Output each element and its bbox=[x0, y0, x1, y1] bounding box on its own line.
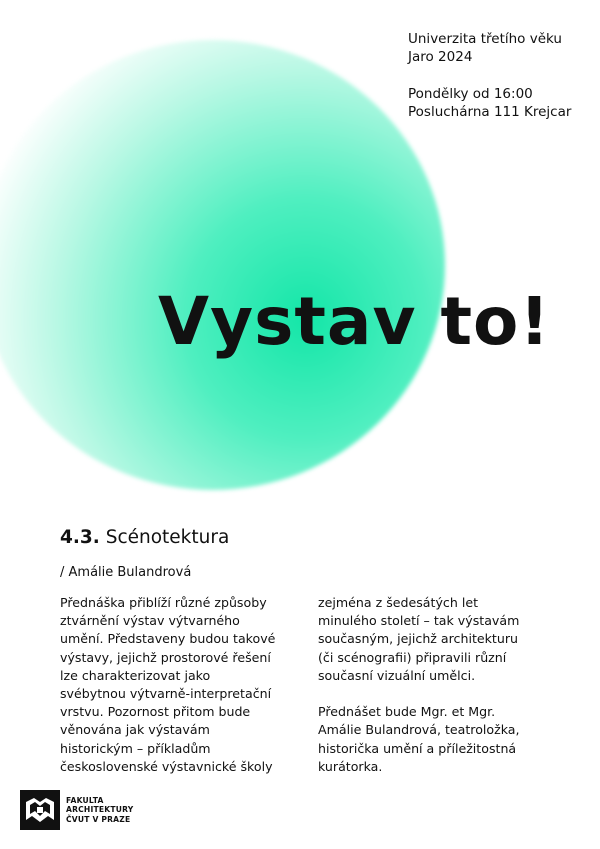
body-column-2 bbox=[318, 594, 520, 776]
body-line: umění. Představeny budou takové bbox=[60, 631, 276, 647]
body-line: kurátorka. bbox=[318, 758, 383, 774]
headline: Vystav to! bbox=[158, 283, 551, 360]
lecture-title bbox=[60, 527, 229, 548]
body-line: zejména z šedesátých let bbox=[318, 595, 479, 610]
body-line: Amálie Bulandrová, teatroložka, bbox=[318, 722, 520, 738]
lecture-name: Scénotektura bbox=[105, 527, 230, 548]
program-info bbox=[408, 30, 562, 66]
body-line: současným, jejichž architekturu bbox=[318, 631, 519, 647]
term: Jaro 2024 bbox=[408, 49, 473, 65]
logo-line: ARCHITEKTURY bbox=[66, 805, 134, 815]
logo-text bbox=[66, 796, 133, 825]
lecture-number: 4.3. bbox=[60, 527, 100, 548]
body-column-1 bbox=[60, 594, 275, 776]
gradient-orb bbox=[0, 40, 445, 490]
faculty-logo bbox=[20, 790, 133, 830]
body-line: vrstvu. Pozornost přitom bude bbox=[60, 704, 251, 720]
body-line: současní vizuální umělci. bbox=[318, 667, 476, 683]
logo-line: ČVUT V PRAZE bbox=[66, 814, 131, 824]
body-line: lze charakterizovat jako bbox=[60, 667, 211, 683]
body-line: minulého století – tak výstavám bbox=[318, 613, 520, 629]
body-line: historička umění a příležitostná bbox=[318, 740, 517, 756]
body-line: svébytnou výtvarně-interpretační bbox=[60, 686, 272, 702]
body-line: historickým – příkladům bbox=[60, 740, 211, 756]
fa-cvut-logo-icon bbox=[20, 790, 60, 830]
schedule-info bbox=[408, 85, 571, 121]
logo-line: FAKULTA bbox=[66, 795, 104, 805]
body-line: Přednáška přiblíží různé způsoby bbox=[60, 595, 267, 610]
body-line: ztvárnění výstav výtvarného bbox=[60, 613, 240, 629]
body-line: Přednášet bude Mgr. et Mgr. bbox=[318, 704, 496, 720]
schedule: Pondělky od 16:00 bbox=[408, 86, 533, 102]
paragraph-gap bbox=[318, 685, 520, 703]
body-line: výstavy, jejichž prostorové řešení bbox=[60, 649, 271, 665]
org-name: Univerzita třetího věku bbox=[408, 31, 562, 47]
venue: Posluchárna 111 Krejcar bbox=[408, 104, 572, 120]
body-line: (či scénografii) připravili různí bbox=[318, 649, 507, 665]
speaker: / Amálie Bulandrová bbox=[60, 565, 192, 580]
body-line: věnována jak výstavám bbox=[60, 722, 210, 738]
body-line: československé výstavnické školy bbox=[60, 758, 273, 774]
